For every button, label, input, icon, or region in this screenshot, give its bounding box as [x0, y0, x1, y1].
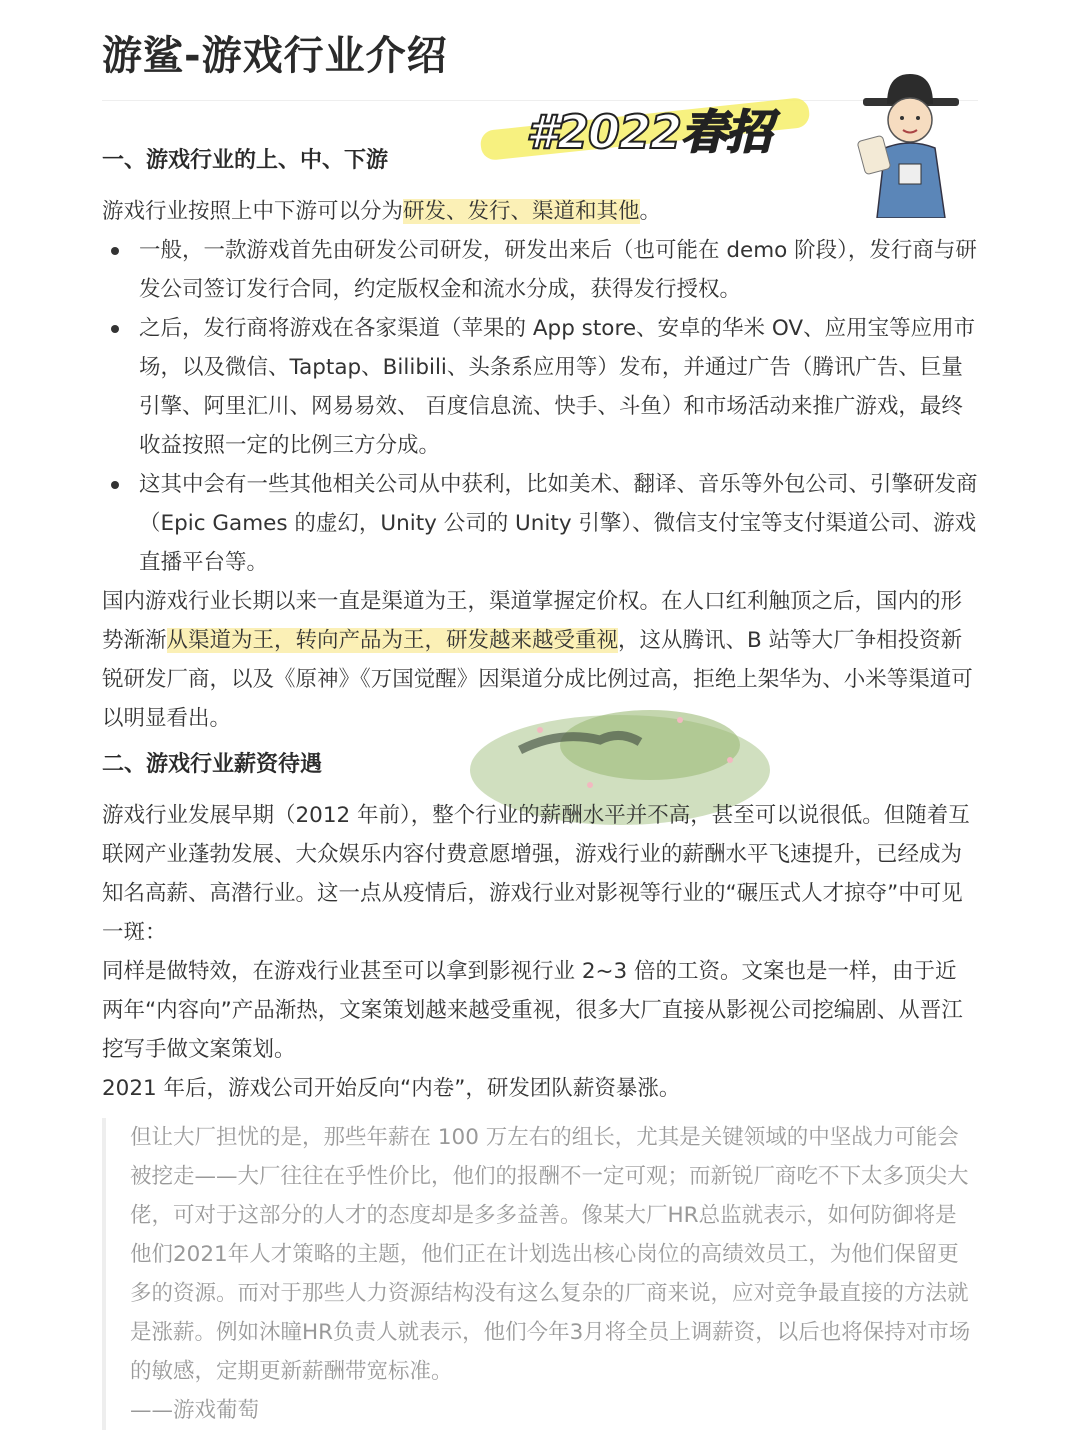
- channel-text-end: ，这从腾讯、B 站等大厂争相投资新锐研发厂商，以及《原神》《万国觉醒》因渠道分成比例过高，拒绝上架华为、小米等渠道可以明显看出。: [102, 628, 973, 731]
- hashtag-text: #2022春招: [526, 105, 772, 159]
- article-body: [102, 138, 978, 1430]
- channel-text: 国内游戏行业长期以来一直是渠道为王，渠道掌握定价权。在人口红利触顶之后，国内的形势渐渐: [102, 589, 963, 653]
- list-item: 这其中会有一些其他相关公司从中获利，比如美术、翻译、音乐等外包公司、引擎研发商（Epic Games 的虚幻，Unity 公司的 Unity 引擎）、微信支付宝等支付渠道公司、游戏直播平台等。: [139, 465, 978, 582]
- salary-paragraph: 游戏行业发展早期（2012 年前），整个行业的薪酬水平并不高，甚至可以说很低。但随着互联网产业蓬勃发展、大众娱乐内容付费意愿增强，游戏行业的薪酬水平飞速提升，已经成为知名高薪、高潜行业。这一点从疫情后，游戏行业对影视等行业的“碾压式人才掠夺”中可见一斑：: [102, 803, 970, 945]
- list-item: 之后，发行商将游戏在各家渠道（苹果的 App store、安卓的华米 OV、应用宝等应用市场，以及微信、Taptap、Bilibili、头条系应用等）发布，并通过广告（腾讯广告、巨量引擎、阿里汇川、网易易效、 百度信息流、快手、斗鱼）和市场活动来推广游戏，最终收益按照一定的比例三方分成。: [139, 309, 978, 465]
- salary-paragraph: 同样是做特效，在游戏行业甚至可以拿到影视行业 2~3 倍的工资。文案也是一样，由于近两年“内容向”产品渐热，文案策划越来越受重视，很多大厂直接从影视公司挖编剧、从晋江挖写手做文案策划。: [102, 959, 963, 1062]
- official-character-illustration: [855, 68, 965, 218]
- quote-text: 但让大厂担忧的是，那些年薪在 100 万左右的组长，尤其是关键领域的中坚战力可能会被挖走——大厂往往在乎性价比，他们的报酬不一定可观；而新锐厂商吃不下太多顶尖大佬，可对于这部分的人才的态度却是多多益善。像某大厂HR总监就表示，如何防御将是他们2021年人才策略的主题，他们正在计划选出核心岗位的高绩效员工，为他们保留更多的资源。而对于那些人力资源结构没有这么复杂的厂商来说，应对竞争最直接的方法就是涨薪。例如沐瞳HR负责人就表示，他们今年3月将全员上调薪资，以后也将保持对市场的敏感，定期更新薪酬带宽标准。: [130, 1125, 971, 1384]
- intro-text: 游戏行业按照上中下游可以分为: [102, 199, 404, 224]
- salary-paragraph: 2021 年后，游戏公司开始反向“内卷”，研发团队薪资暴涨。: [102, 1076, 681, 1101]
- section-heading-1: 一、游戏行业的上、中、下游: [102, 148, 389, 173]
- intro-paragraph: [102, 192, 978, 231]
- intro-end: 。: [639, 199, 662, 224]
- bullet-list: [102, 231, 978, 582]
- channel-paragraph: [102, 582, 978, 738]
- section-heading-2: 二、游戏行业薪资待遇: [102, 752, 323, 777]
- hashtag-sticker: [520, 92, 820, 159]
- quote-source: ——游戏葡萄: [130, 1398, 260, 1423]
- intro-highlight: 研发、发行、渠道和其他: [403, 199, 640, 224]
- page-title: 游鲨-游戏行业介绍: [102, 33, 448, 79]
- blockquote: [102, 1118, 978, 1430]
- list-item: 一般，一款游戏首先由研发公司研发，研发出来后（也可能在 demo 阶段），发行商与研发公司签订发行合同，约定版权金和流水分成，获得发行授权。: [139, 231, 978, 309]
- channel-highlight: 从渠道为王，转向产品为王，研发越来越受重视: [166, 628, 619, 653]
